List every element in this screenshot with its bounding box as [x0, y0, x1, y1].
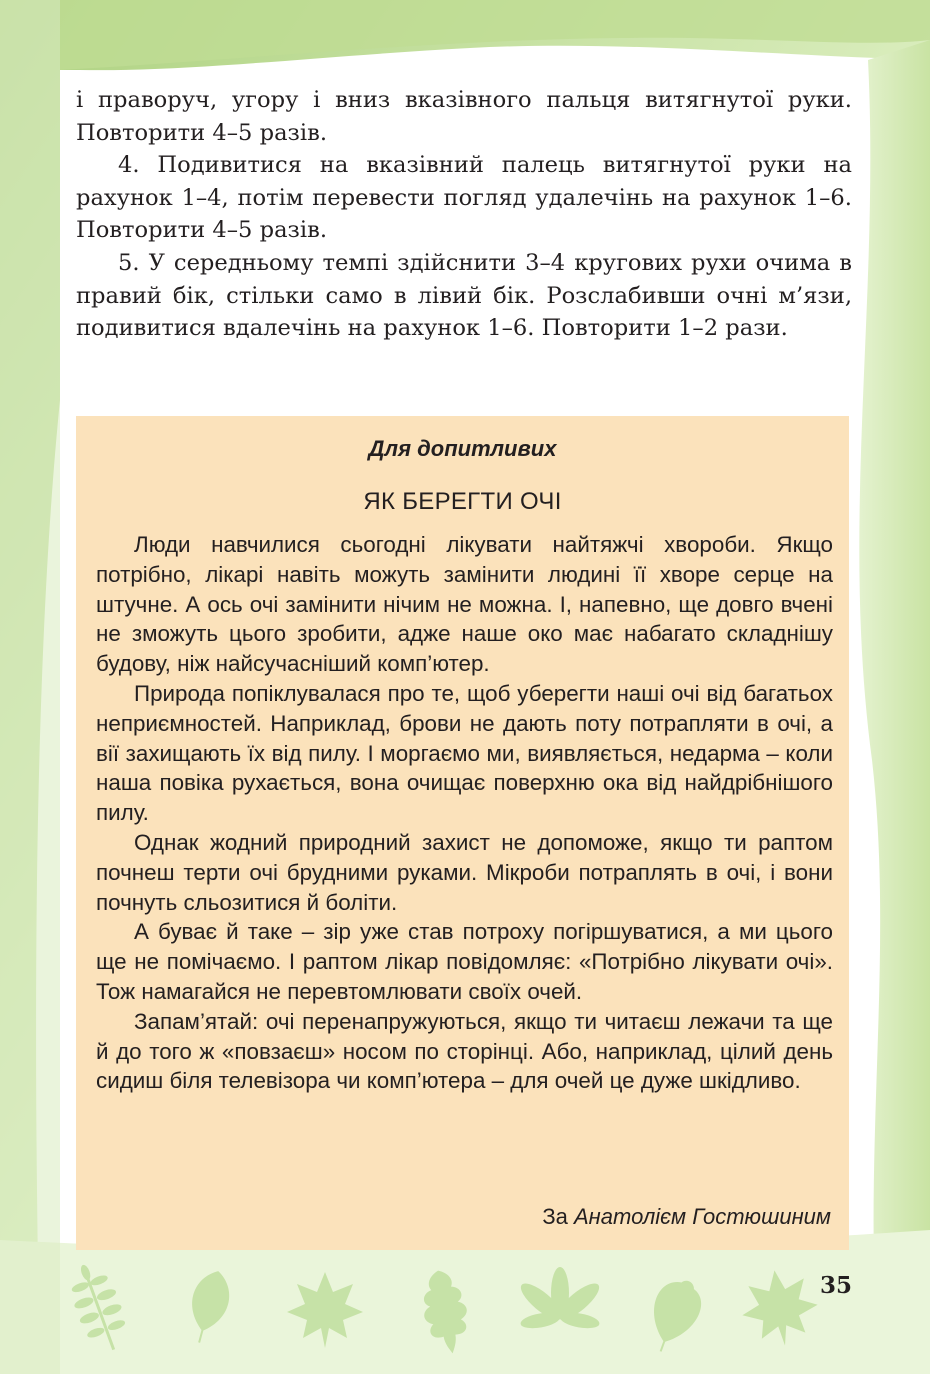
attribution-author: Анатолієм Гостюшиним: [574, 1204, 831, 1229]
rowan-leaf-icon: [62, 1262, 134, 1357]
paragraph: 5. У середньому темпі здійснити 3–4 кругових рухи очима в правий бік, стільки само в лівий бік. Розслабивши очні м’язи, подивитися вдалечінь на рахунок 1–6. Повторити 1–2 рази.: [76, 249, 852, 342]
oak-leaf-icon: [417, 1267, 474, 1357]
chestnut-leaf-icon: [516, 1267, 604, 1331]
box-paragraph: Запам’ятай: очі перенапружуються, якщо ти читаєш лежачи та ще й до того ж «повзаєш» носом по сторінці. Або, наприклад, цілий день сидиш біля телевізора чи комп’ютера – для очей це дуже шкідливо.: [96, 1008, 833, 1094]
paragraph: і праворуч, угору і вниз вказівного пальця витягнутої руки. Повторити 4–5 разів.: [76, 87, 852, 146]
box-title: ЯК БЕРЕГТИ ОЧІ: [363, 488, 562, 515]
box-body: [96, 530, 833, 1096]
info-box: [76, 416, 849, 1250]
box-paragraph: А буває й таке – зір уже став потроху погіршуватися, а ми цього ще не помічаємо. І раптом лікар повідомляє: «Потрібно лікувати очі». Тож намагайся не перевтомлювати своїх очей.: [96, 919, 833, 1004]
box-paragraph: Природа попіклувалася про те, щоб уберегти наші очі від багатьох неприємностей. Наприклад, брови не дають поту потрапляти в очі, а вії захищають їх від пилу. І моргаємо ми, виявляється, недарма – коли наша повіка рухається, вона очищає поверхню ока від найдрібнішого пилу.: [96, 680, 833, 826]
box-paragraph: Люди навчилися сьогодні лікувати найтяжчі хвороби. Якщо потрібно, лікарі навіть можуть замінити людині її хворе серце на штучне. А ось очі замінити нічим не можна. І, напевно, ще довго вчені не зможуть цього зробити, адже наше око має набагато складнішу будову, ніж найсучасніший комп’ютер.: [96, 532, 833, 677]
maple-leaf-icon: [737, 1265, 820, 1351]
box-paragraph: Однак жодний природний захист не допоможе, якщо ти раптом почнеш терти очі брудними руками. Мікроби потраплять в очі, і вони почнуть сльозитися й боліти.: [96, 829, 833, 915]
box-heading: Для допитливих: [368, 436, 557, 461]
maple-leaf-icon: [287, 1272, 363, 1348]
leaf-decoration-row: [60, 1262, 820, 1362]
attribution: [542, 1204, 831, 1230]
attribution-prefix: За: [542, 1204, 574, 1229]
birch-leaf-icon: [182, 1266, 236, 1347]
linden-leaf-icon: [640, 1273, 709, 1360]
page-number: 35: [820, 1272, 853, 1299]
paragraph: 4. Подивитися на вказівний палець витягнутої руки на рахунок 1–4, потім перевести погляд удалечінь на рахунок 1–6. Повторити 4–5 разів.: [76, 152, 852, 244]
exercise-text: [76, 84, 852, 345]
